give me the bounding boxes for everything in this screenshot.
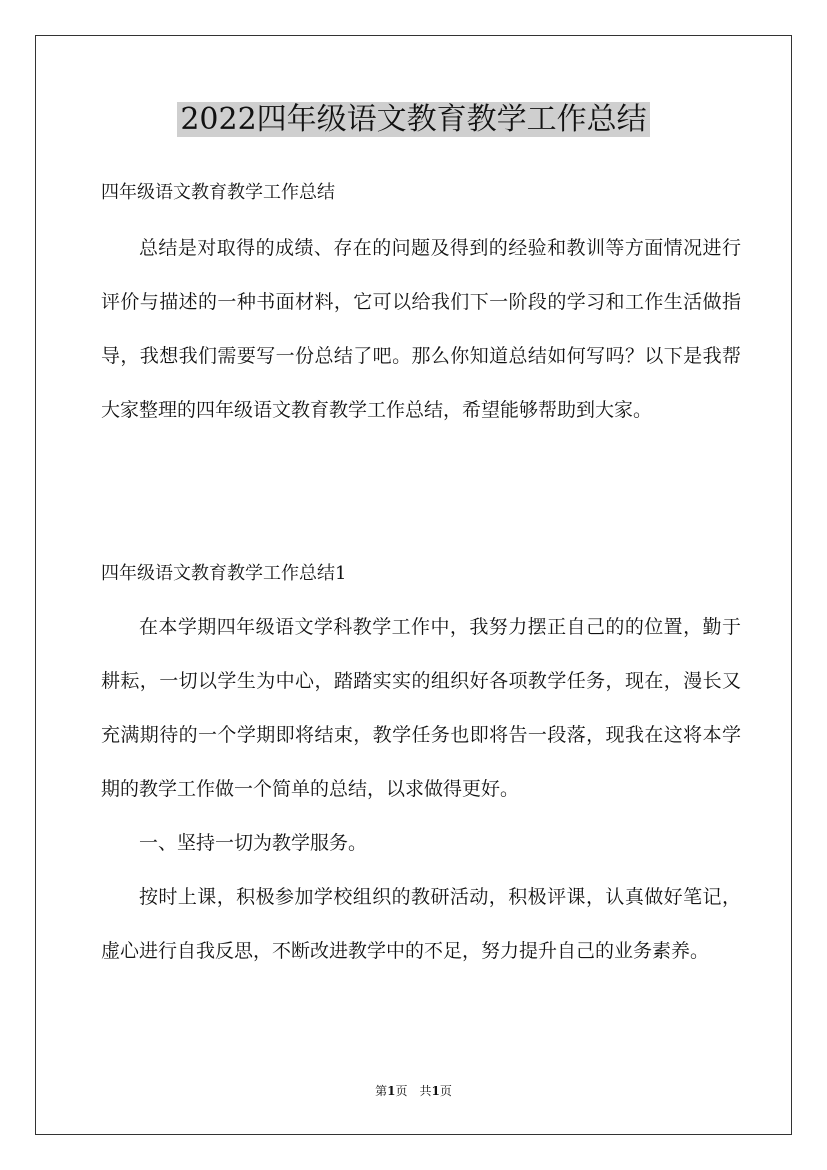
- page-prefix: 第: [375, 1084, 388, 1098]
- page-footer: [0, 1083, 827, 1099]
- section-paragraph: 按时上课，积极参加学校组织的教研活动，积极评课，认真做好笔记，虚心进行自我反思，不断改进教学中的不足，努力提升自己的业务素养。: [101, 886, 741, 962]
- document-title: [0, 98, 827, 142]
- page-suffix: 页: [439, 1084, 452, 1098]
- page-current: 1: [387, 1084, 396, 1098]
- document-subtitle: 四年级语文教育教学工作总结: [101, 182, 335, 203]
- section-point-heading: 一、坚持一切为教学服务。: [139, 832, 368, 854]
- section-heading: 四年级语文教育教学工作总结1: [101, 563, 347, 584]
- section-paragraph: 在本学期四年级语文学科教学工作中，我努力摆正自己的的位置，勤于耕耘，一切以学生为中心，踏踏实实的组织好各项教学任务，现在，漫长又充满期待的一个学期即将结束，教学任务也即将告一段落，现我在这将本学期的教学工作做一个简单的总结，以求做得更好。: [101, 616, 741, 800]
- page-total: 1: [431, 1084, 440, 1098]
- page-mid: 页 共: [395, 1084, 432, 1098]
- intro-paragraph: 总结是对取得的成绩、存在的问题及得到的经验和教训等方面情况进行评价与描述的一种书面材料，它可以给我们下一阶段的学习和工作生活做指导，我想我们需要写一份总结了吧。那么你知道总结如何写吗？以下是我帮大家整理的四年级语文教育教学工作总结，希望能够帮助到大家。: [101, 237, 741, 421]
- document-title-text: 2022四年级语文教育教学工作总结: [177, 102, 649, 137]
